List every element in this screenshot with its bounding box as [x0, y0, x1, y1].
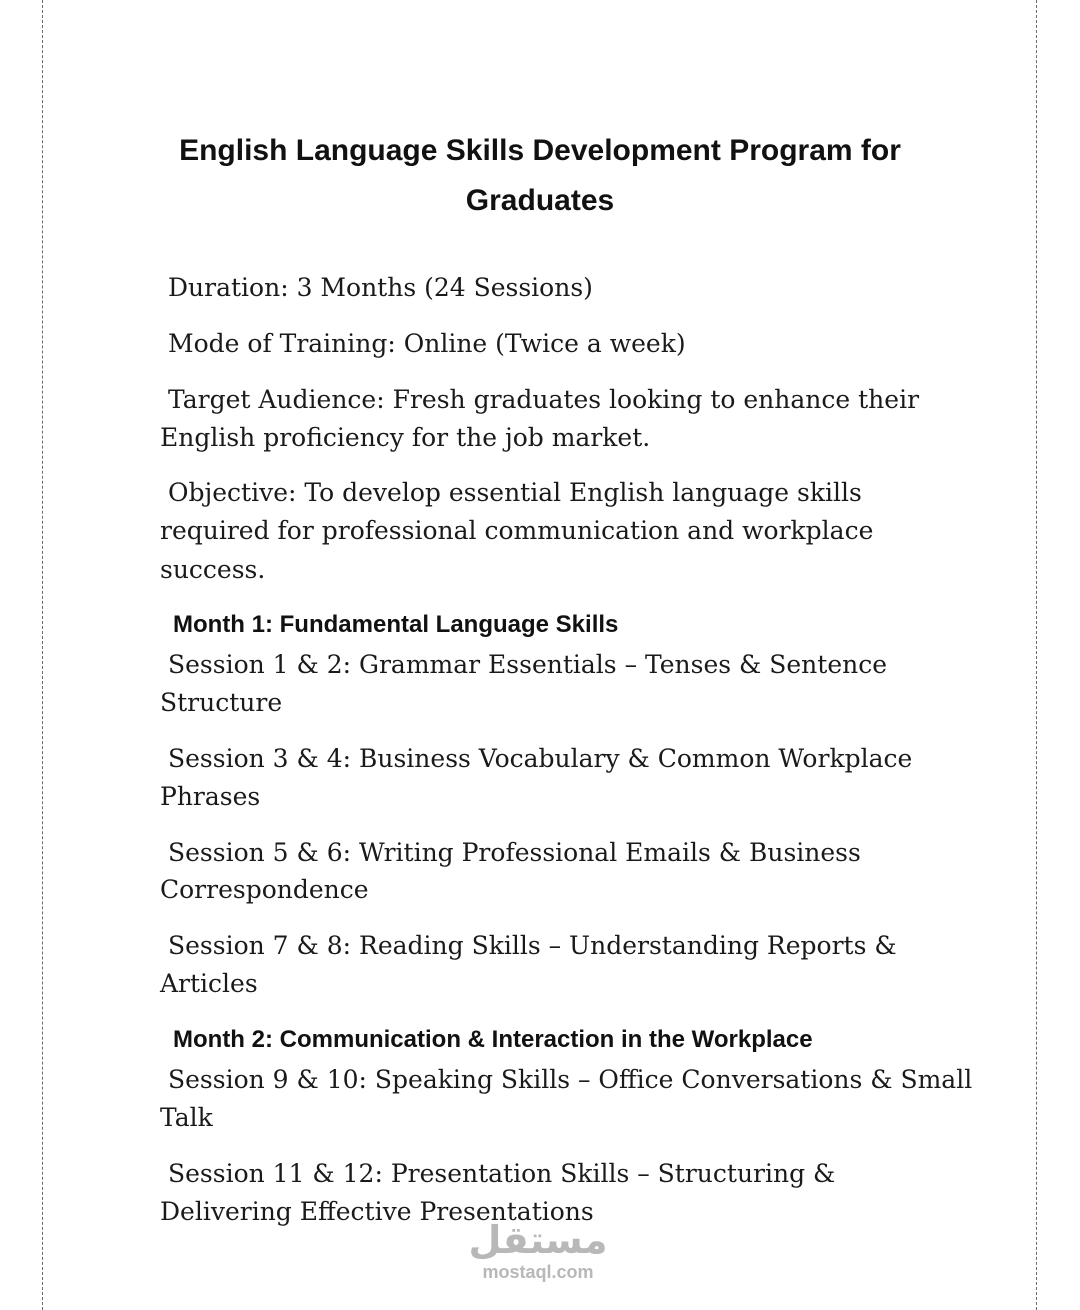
session-7-8-line-1: Session 7 & 8: Reading Skills – Understanding Reports &	[168, 931, 897, 960]
audience-line-1: Target Audience: Fresh graduates looking to enhance their	[168, 385, 920, 414]
audience-line-2: English proficiency for the job market.	[160, 423, 651, 452]
session-1-2-line-1: Session 1 & 2: Grammar Essentials – Tenses & Sentence	[168, 650, 888, 679]
objective-line-3: success.	[160, 555, 266, 584]
watermark-arabic-logo: مستقل	[468, 1218, 608, 1262]
session-3-4-line-1: Session 3 & 4: Business Vocabulary & Common Workplace	[168, 744, 913, 773]
objective-line-2: required for professional communication and workplace	[160, 516, 874, 545]
session-1-2-line-2: Structure	[160, 688, 283, 717]
duration-line: Duration: 3 Months (24 Sessions)	[168, 273, 593, 302]
page-border-left	[42, 0, 43, 1310]
session-9-10-line-1: Session 9 & 10: Speaking Skills – Office Conversations & Small	[168, 1065, 973, 1094]
month-1-heading: Month 1: Fundamental Language Skills	[173, 611, 619, 638]
session-5-6-line-1: Session 5 & 6: Writing Professional Emails & Business	[168, 838, 861, 867]
session-5-6-line-2: Correspondence	[160, 875, 369, 904]
session-7-8-line-2: Articles	[160, 969, 258, 998]
document-title: English Language Skills Development Program for Graduates	[179, 134, 901, 217]
session-11-12-line-2: Delivering Effective Presentations	[160, 1197, 594, 1226]
session-11-12-line-1: Session 11 & 12: Presentation Skills – Structuring &	[168, 1159, 836, 1188]
session-9-10-line-2: Talk	[160, 1103, 213, 1132]
mostaql-watermark	[468, 1220, 608, 1290]
watermark-url: mostaql.com	[482, 1262, 594, 1282]
page-border-right	[1036, 0, 1037, 1310]
month-2-heading: Month 2: Communication & Interaction in the Workplace	[173, 1026, 813, 1053]
mode-line: Mode of Training: Online (Twice a week)	[168, 329, 686, 358]
objective-line-1: Objective: To develop essential English language skills	[168, 478, 862, 507]
session-3-4-line-2: Phrases	[160, 782, 261, 811]
